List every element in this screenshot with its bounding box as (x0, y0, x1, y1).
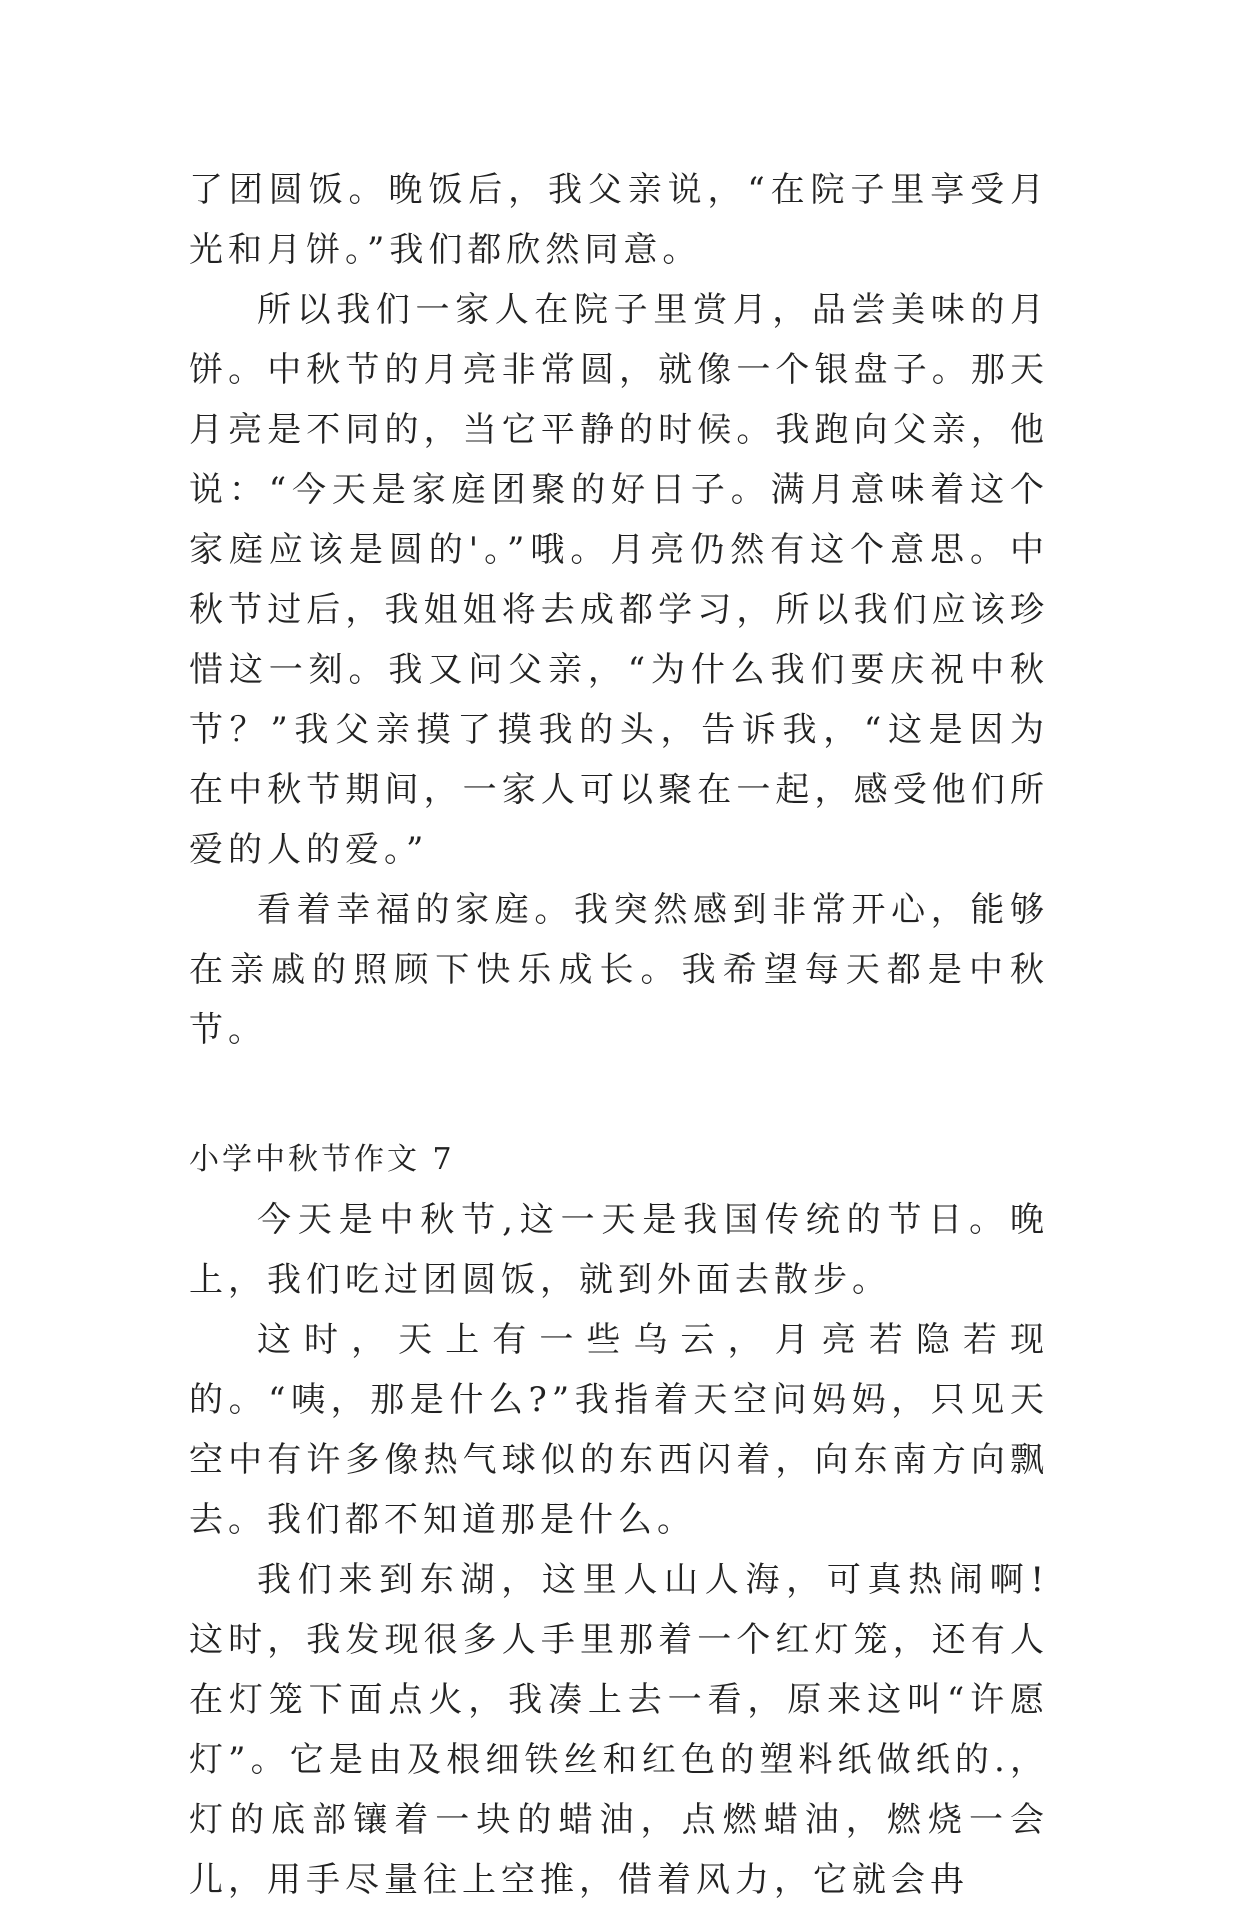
paragraph-mid-autumn-day: 今天是中秋节,这一天是我国传统的节日。晚上，我们吃过团圆饭，就到外面去散步。 (189, 1200, 1049, 1300)
paragraph-dark-clouds: 这时，天上有一些乌云，月亮若隐若现的。“咦，那是什么?”我指着天空问妈妈，只见天空中有许多像热气球似的东西闪着，向东南方向飘去。我们都不知道那是什么。 (189, 1320, 1049, 1540)
paragraph-happy-family: 看着幸福的家庭。我突然感到非常开心，能够在亲戚的照顾下快乐成长。我希望每天都是中秋节。 (189, 890, 1049, 1050)
essay-title: 小学中秋节作文 7 (189, 1142, 455, 1177)
paragraph-moon-viewing: 所以我们一家人在院子里赏月，品尝美味的月饼。中秋节的月亮非常圆，就像一个银盘子。那天月亮是不同的，当它平静的时候。我跑向父亲，他说：“今天是家庭团聚的好日子。满月意味着这个家庭应该是圆的'。”哦。月亮仍然有这个意思。中秋节过后，我姐姐将去成都学习，所以我们应该珍惜这一刻。我又问父亲，“为什么我们要庆祝中秋节？”我父亲摸了摸我的头，告诉我，“这是因为在中秋节期间，一家人可以聚在一起，感受他们所爱的人的爱。” (189, 290, 1049, 870)
paragraph-continued: 了团圆饭。晚饭后，我父亲说，“在院子里享受月光和月饼。”我们都欣然同意。 (189, 170, 1049, 270)
document-page (189, 160, 1049, 1910)
paragraph-wish-lantern: 我们来到东湖，这里人山人海，可真热闹啊!这时，我发现很多人手里那着一个红灯笼，还有人在灯笼下面点火，我凑上去一看，原来这叫“许愿灯”。它是由及根细铁丝和红色的塑料纸做纸的.，灯的底部镶着一块的蜡油，点燃蜡油，燃烧一会儿，用手尽量往上空推，借着风力，它就会冉 (189, 1560, 1049, 1900)
